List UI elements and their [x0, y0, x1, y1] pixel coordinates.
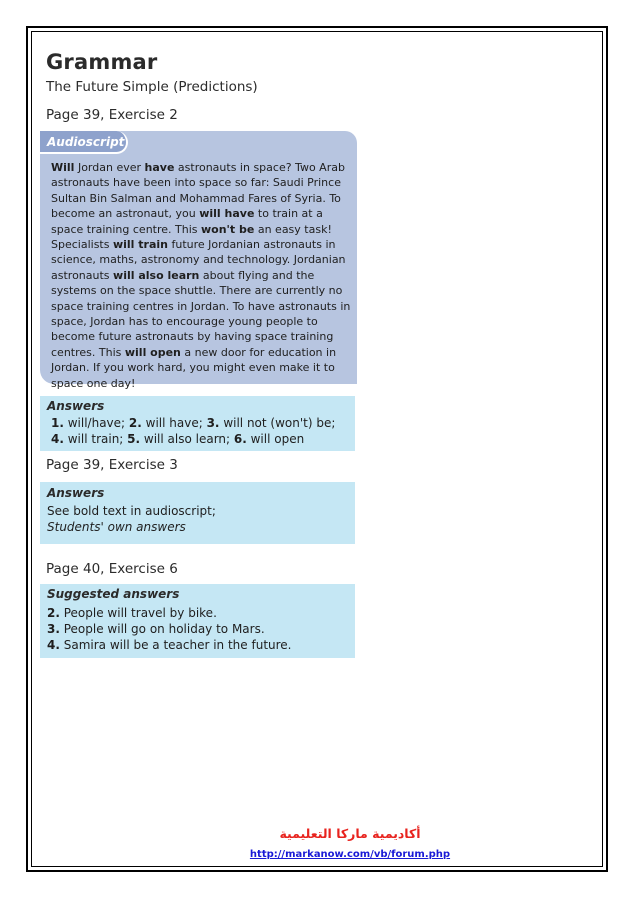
exercise-6-heading: Page 40, Exercise 6 [46, 561, 178, 577]
audioscript-segment-text: astronauts in space? Two Arab astronauts have been into space so far: Saudi Prince Sultan Bin Salman and Mohammad Fares of Syria. To become an astronaut, you [51, 161, 345, 221]
answer-segment-text: will train; [63, 432, 128, 446]
audioscript-segment-text: Jordan ever [74, 161, 145, 174]
answer-segment-bold: 5. [127, 432, 141, 446]
answer-segment-bold: 4. [51, 432, 64, 446]
answer-segment-text: will have; [141, 416, 207, 430]
page-subtitle: The Future Simple (Predictions) [46, 79, 258, 95]
audioscript-segment-text: future Jordanian astronauts in science, maths, astronomy and technology. Jordanian astronauts [51, 238, 346, 282]
audioscript-segment-bold: will have [199, 207, 255, 221]
audioscript-segment-text: to train at a space training centre. This [51, 207, 323, 236]
page-title: Grammar [46, 50, 158, 74]
answer-number: 4. [47, 638, 60, 652]
answer-text: People will go on holiday to Mars. [59, 622, 265, 636]
answer-segment-text: will also learn; [140, 432, 234, 446]
answers-ex2-heading: Answers [47, 399, 105, 413]
answer-segment-text: will not (won't) be; [219, 416, 336, 430]
answer-segment-bold: 3. [206, 416, 220, 430]
answer-segment-bold: 1. [51, 416, 64, 430]
answer-segment-text: will/have; [63, 416, 129, 430]
audioscript-segment-bold: will also learn [113, 268, 200, 282]
audioscript-segment-text: a new door for education in Jordan. If you work hard, you might even make it to space one day! [51, 345, 337, 390]
answers-ex3-line-italic: Students' own answers [47, 520, 186, 534]
answer-segment-text: will open [246, 432, 305, 446]
footer-academy-name: أكاديمية ماركا التعليمية [279, 826, 421, 841]
answers-ex6-line [47, 638, 292, 652]
answers-ex6-line [47, 606, 217, 620]
audioscript-segment-bold: will open [124, 345, 181, 359]
exercise-3-heading: Page 39, Exercise 3 [46, 457, 178, 473]
audioscript-text [51, 160, 353, 391]
answer-segment-bold: 6. [233, 432, 247, 446]
audioscript-segment-bold: have [144, 161, 175, 174]
audioscript-label: Audioscript [47, 135, 125, 149]
audioscript-segment-text: an easy task! Specialists [51, 222, 332, 252]
audioscript-segment-text: about flying and the systems on the space shuttle. There are currently no space training centres in Jordan. To have astronauts in space, Jordan has to encourage young people to become future astronauts by having space training centres. This [51, 268, 351, 359]
audioscript-segment-bold: Will [51, 161, 75, 174]
answer-text: Samira will be a teacher in the future. [59, 638, 292, 652]
answers-ex2-line [51, 416, 335, 430]
answers-ex6-line [47, 622, 265, 636]
footer-forum-link[interactable]: http://markanow.com/vb/forum.php [249, 849, 451, 860]
answers-ex3-heading: Answers [47, 486, 105, 500]
exercise-2-heading: Page 39, Exercise 2 [46, 107, 178, 123]
audioscript-segment-bold: won't be [201, 222, 255, 236]
answers-ex3-line: See bold text in audioscript; [47, 504, 216, 518]
answers-ex6-heading: Suggested answers [47, 587, 180, 601]
audioscript-segment-bold: will train [112, 238, 168, 252]
answer-number: 2. [47, 606, 60, 620]
answer-text: People will travel by bike. [59, 606, 217, 620]
answer-segment-bold: 2. [128, 416, 142, 430]
answers-ex2-line [51, 432, 304, 446]
answer-number: 3. [47, 622, 60, 636]
